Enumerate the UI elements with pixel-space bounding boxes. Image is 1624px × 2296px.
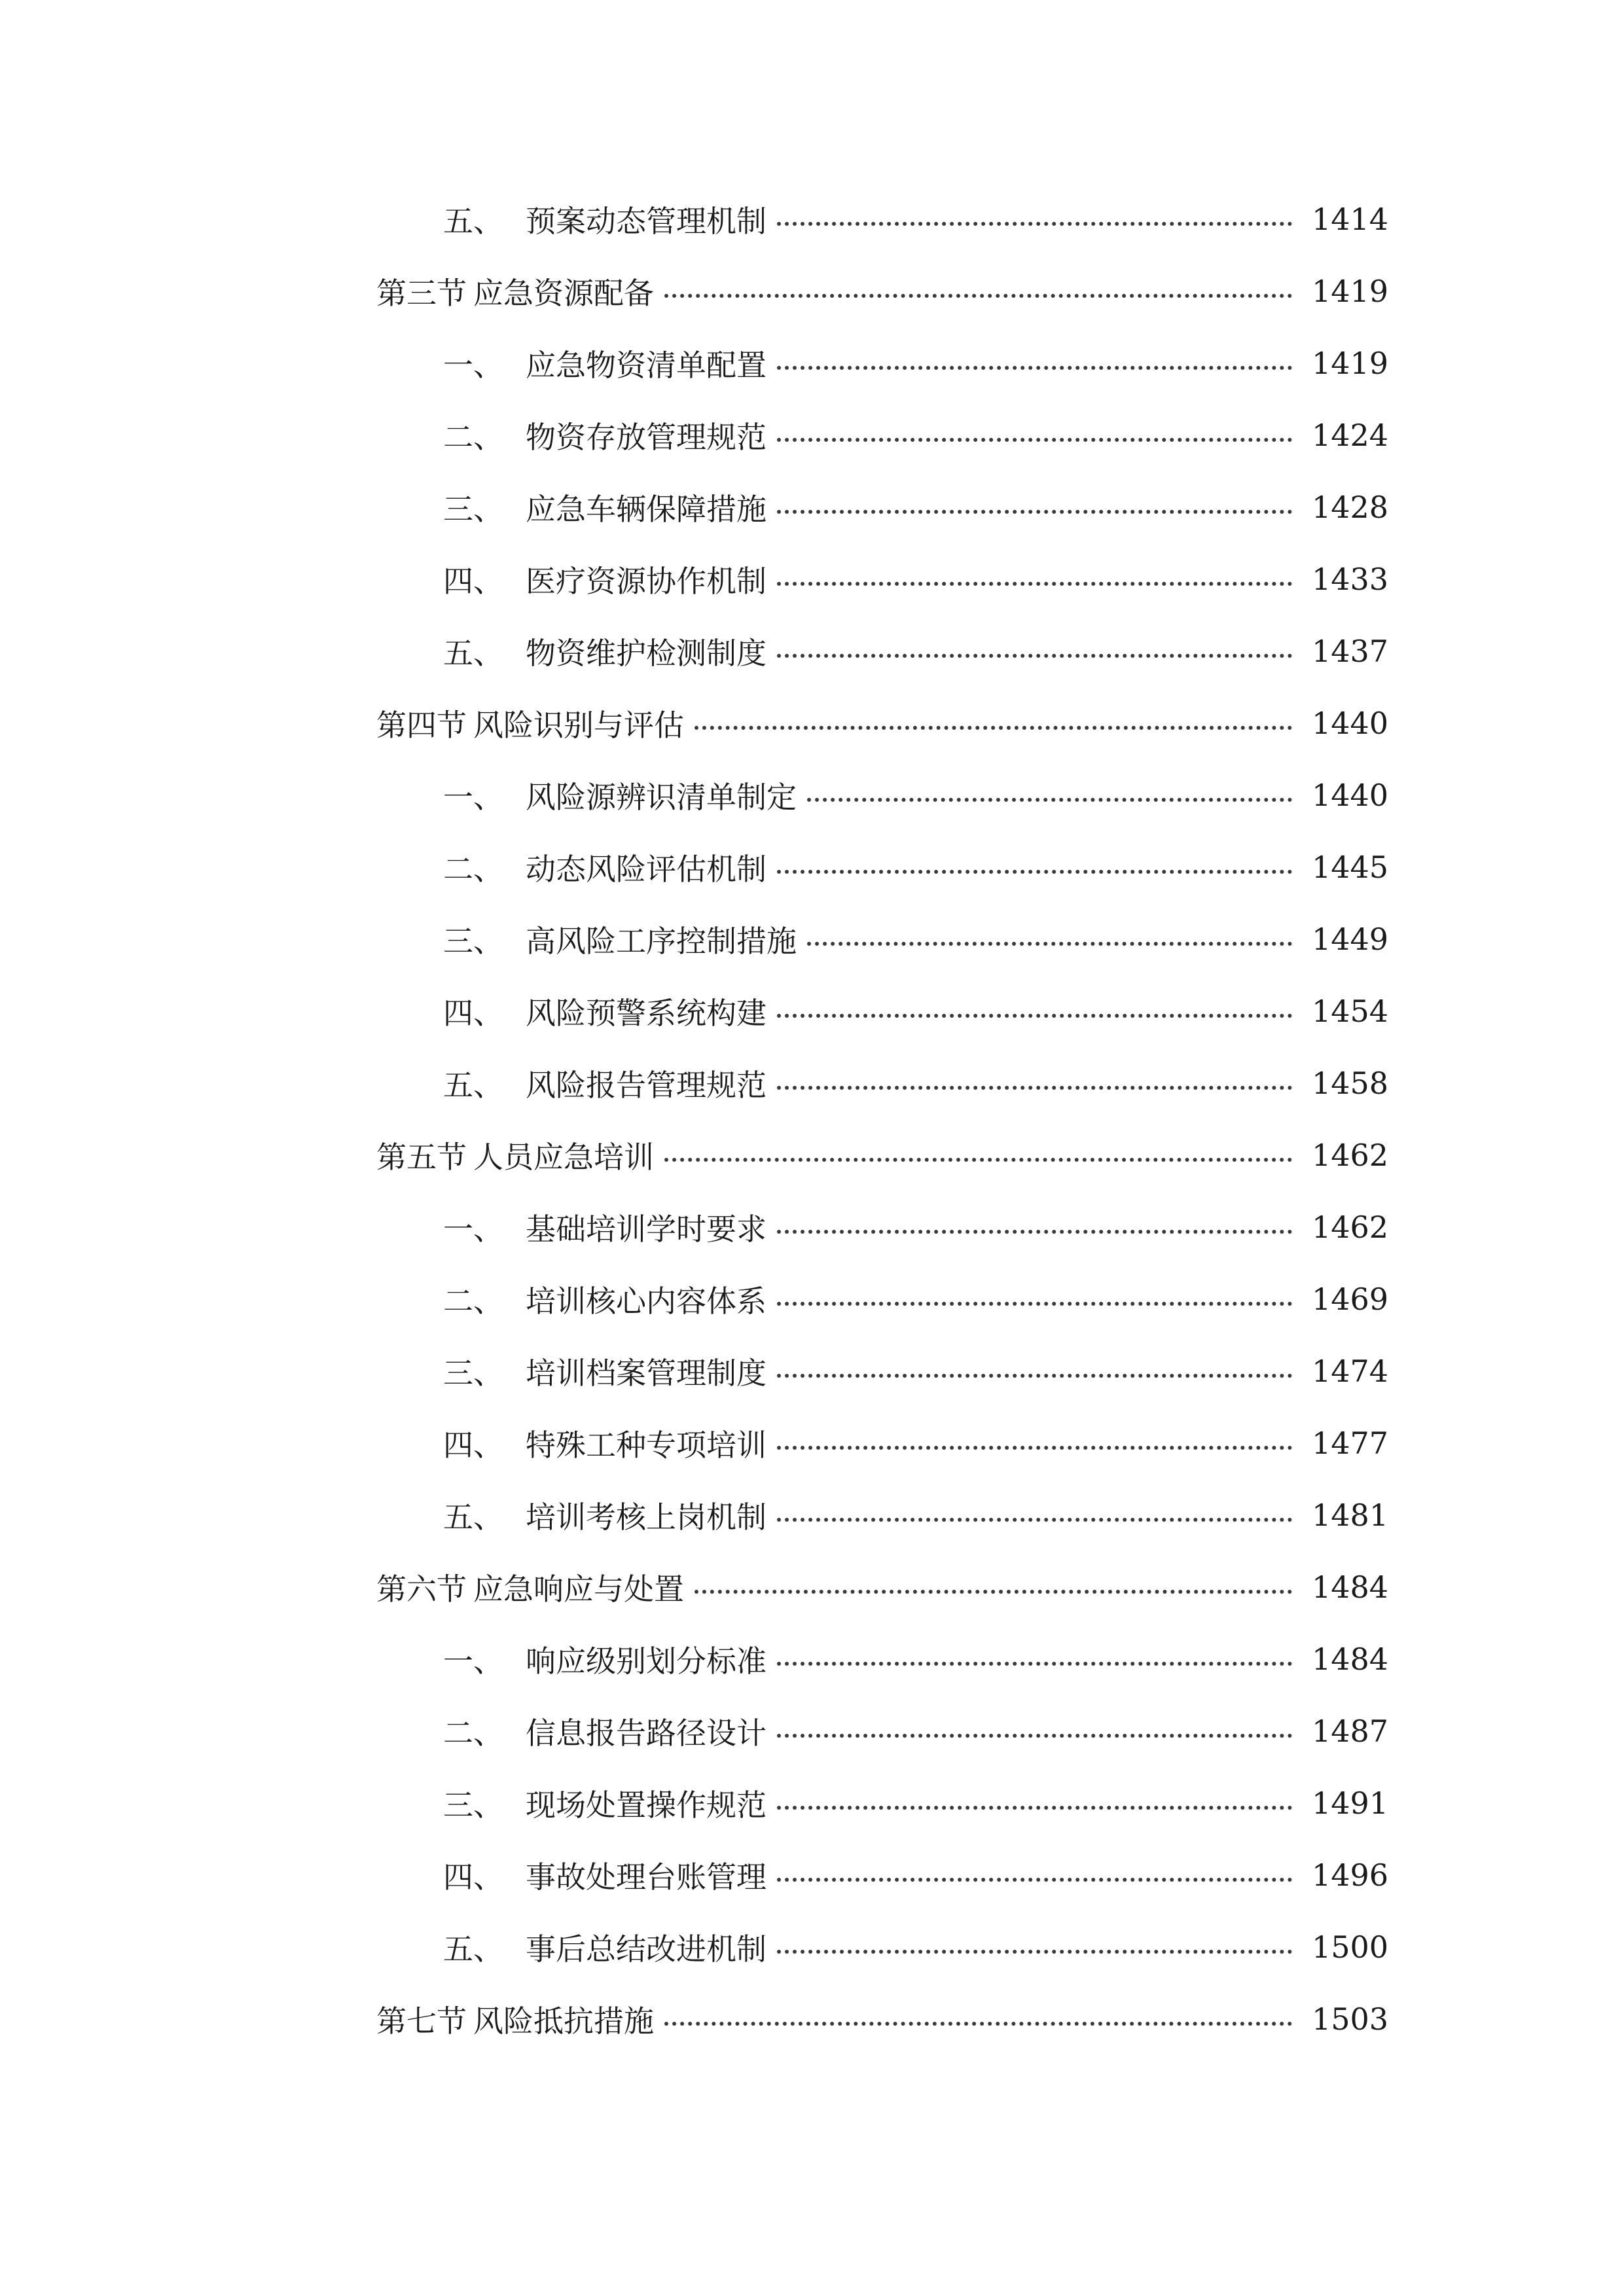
dot-leader — [777, 1014, 1292, 1018]
toc-entry-title: 信息报告路径设计 — [526, 1715, 767, 1751]
toc-entry-page: 1445 — [1312, 850, 1389, 885]
dot-leader — [807, 942, 1292, 946]
toc-entry-number: 五、 — [443, 204, 503, 239]
toc-entry[interactable] — [443, 1633, 1389, 1685]
toc-section-title: 应急资源配备 — [473, 276, 654, 311]
dot-leader — [777, 1662, 1292, 1666]
toc-entry-title: 应急车辆保障措施 — [526, 492, 767, 527]
toc-section-title: 风险抵抗措施 — [473, 2003, 654, 2039]
toc-section-title: 人员应急培训 — [473, 1139, 654, 1175]
toc-entry-page: 1477 — [1312, 1426, 1389, 1461]
toc-entry[interactable] — [443, 1273, 1389, 1325]
dot-leader — [777, 1302, 1292, 1306]
toc-entry-page: 1454 — [1312, 994, 1389, 1029]
toc-entry-number: 四、 — [443, 1427, 503, 1463]
toc-entry-title: 动态风险评估机制 — [526, 852, 767, 887]
dot-leader — [777, 1230, 1292, 1234]
toc-section-page: 1419 — [1312, 274, 1389, 309]
toc-entry[interactable] — [443, 1345, 1389, 1397]
toc-entry-page: 1449 — [1312, 922, 1389, 957]
dot-leader — [777, 1446, 1292, 1450]
toc-entry-page: 1437 — [1312, 634, 1389, 669]
toc-entry[interactable] — [443, 1417, 1389, 1469]
toc-entry[interactable] — [443, 625, 1389, 677]
toc-entry-title: 响应级别划分标准 — [526, 1643, 767, 1679]
toc-entry-title: 预案动态管理机制 — [526, 204, 767, 239]
dot-leader — [664, 1158, 1292, 1162]
toc-entry-page: 1440 — [1312, 778, 1389, 813]
dot-leader — [777, 1086, 1292, 1090]
toc-entry-page: 1496 — [1312, 1857, 1389, 1893]
dot-leader — [777, 1518, 1292, 1522]
dot-leader — [664, 2022, 1292, 2026]
toc-entry-number: 二、 — [443, 420, 503, 455]
toc-entry-number: 三、 — [443, 1787, 503, 1823]
dot-leader — [777, 1374, 1292, 1378]
toc-section-number: 第四节 — [376, 708, 467, 743]
toc-entry[interactable] — [443, 985, 1389, 1037]
toc-entry-page: 1458 — [1312, 1066, 1389, 1101]
toc-entry-title: 风险报告管理规范 — [526, 1067, 767, 1103]
toc-entry-number: 三、 — [443, 492, 503, 527]
toc-entry-title: 高风险工序控制措施 — [526, 924, 797, 959]
toc-entry-page: 1424 — [1312, 418, 1389, 453]
toc-section[interactable] — [376, 1129, 1389, 1181]
toc-section-page: 1440 — [1312, 706, 1389, 741]
toc-entry[interactable] — [443, 1489, 1389, 1541]
dot-leader — [777, 510, 1292, 514]
toc-entry-page: 1474 — [1312, 1354, 1389, 1389]
toc-entry-title: 培训考核上岗机制 — [526, 1499, 767, 1535]
toc-entry-title: 特殊工种专项培训 — [526, 1427, 767, 1463]
dot-leader — [695, 726, 1292, 730]
toc-entry-number: 五、 — [443, 636, 503, 671]
dot-leader — [664, 294, 1292, 298]
toc-entry-number: 一、 — [443, 1643, 503, 1679]
toc-entry-title: 培训档案管理制度 — [526, 1355, 767, 1391]
toc-section-number: 第五节 — [376, 1139, 467, 1175]
dot-leader — [777, 654, 1292, 658]
toc-entry-title: 物资存放管理规范 — [526, 420, 767, 455]
dot-leader — [777, 1950, 1292, 1954]
toc-entry[interactable] — [443, 1057, 1389, 1109]
dot-leader — [777, 582, 1292, 586]
toc-entry-page: 1469 — [1312, 1282, 1389, 1317]
toc-entry-number: 五、 — [443, 1499, 503, 1535]
toc-entry-page: 1428 — [1312, 490, 1389, 525]
toc-entry-number: 二、 — [443, 1715, 503, 1751]
toc-entry-page: 1433 — [1312, 562, 1389, 597]
toc-entry-number: 一、 — [443, 1211, 503, 1247]
dot-leader — [777, 438, 1292, 442]
dot-leader — [777, 366, 1292, 370]
toc-entry-title: 现场处置操作规范 — [526, 1787, 767, 1823]
toc-entry-number: 三、 — [443, 924, 503, 959]
dot-leader — [695, 1590, 1292, 1594]
toc-entry-title: 应急物资清单配置 — [526, 348, 767, 383]
toc-entry[interactable] — [443, 553, 1389, 605]
toc-section[interactable] — [376, 697, 1389, 749]
toc-entry[interactable] — [443, 1201, 1389, 1253]
toc-entry-page: 1462 — [1312, 1210, 1389, 1245]
toc-entry-number: 三、 — [443, 1355, 503, 1391]
dot-leader — [807, 798, 1292, 802]
toc-entry[interactable] — [443, 841, 1389, 893]
toc-section-number: 第六节 — [376, 1571, 467, 1607]
toc-entry-title: 物资维护检测制度 — [526, 636, 767, 671]
toc-entry-number: 五、 — [443, 1931, 503, 1967]
toc-entry-title: 事故处理台账管理 — [526, 1859, 767, 1895]
toc-entry[interactable] — [443, 193, 1389, 245]
toc-entry-title: 风险源辨识清单制定 — [526, 780, 797, 815]
toc-section-number: 第三节 — [376, 276, 467, 311]
dot-leader — [777, 1878, 1292, 1882]
toc-entry-page: 1414 — [1312, 202, 1389, 237]
toc-entry[interactable] — [443, 337, 1389, 389]
toc-section-title: 风险识别与评估 — [473, 708, 684, 743]
toc-section-page: 1503 — [1312, 2001, 1389, 2037]
toc-entry-page: 1481 — [1312, 1498, 1389, 1533]
toc-entry[interactable] — [443, 1705, 1389, 1757]
toc-entry-page: 1487 — [1312, 1713, 1389, 1749]
dot-leader — [777, 222, 1292, 226]
toc-section[interactable] — [376, 1561, 1389, 1613]
toc-entry-page: 1500 — [1312, 1929, 1389, 1965]
toc-entry[interactable] — [443, 769, 1389, 821]
toc-entry-number: 二、 — [443, 1283, 503, 1319]
toc-entry[interactable] — [443, 481, 1389, 533]
dot-leader — [777, 1734, 1292, 1738]
toc-entry-number: 一、 — [443, 780, 503, 815]
toc-section-title: 应急响应与处置 — [473, 1571, 684, 1607]
dot-leader — [777, 1806, 1292, 1810]
toc-section[interactable] — [376, 265, 1389, 317]
toc-entry-number: 四、 — [443, 996, 503, 1031]
toc-entry-title: 医疗资源协作机制 — [526, 564, 767, 599]
toc-entry[interactable] — [443, 913, 1389, 965]
toc-entry-page: 1491 — [1312, 1785, 1389, 1821]
toc-section-page: 1462 — [1312, 1138, 1389, 1173]
toc-entry-number: 四、 — [443, 1859, 503, 1895]
toc-entry[interactable] — [443, 409, 1389, 461]
toc-entry-page: 1484 — [1312, 1641, 1389, 1677]
toc-entry-number: 五、 — [443, 1067, 503, 1103]
toc-entry-title: 基础培训学时要求 — [526, 1211, 767, 1247]
toc-section-number: 第七节 — [376, 2003, 467, 2039]
dot-leader — [777, 870, 1292, 874]
toc-entry-number: 二、 — [443, 852, 503, 887]
toc-entry-title: 培训核心内容体系 — [526, 1283, 767, 1319]
toc-entry-title: 风险预警系统构建 — [526, 996, 767, 1031]
toc-entry-number: 四、 — [443, 564, 503, 599]
toc-entry-page: 1419 — [1312, 346, 1389, 381]
toc-entry-number: 一、 — [443, 348, 503, 383]
toc-entry[interactable] — [443, 1849, 1389, 1901]
toc-entry[interactable] — [443, 1777, 1389, 1829]
toc-entry-title: 事后总结改进机制 — [526, 1931, 767, 1967]
toc-section-page: 1484 — [1312, 1570, 1389, 1605]
toc-entry[interactable] — [443, 1921, 1389, 1973]
toc-section[interactable] — [376, 1993, 1389, 2045]
